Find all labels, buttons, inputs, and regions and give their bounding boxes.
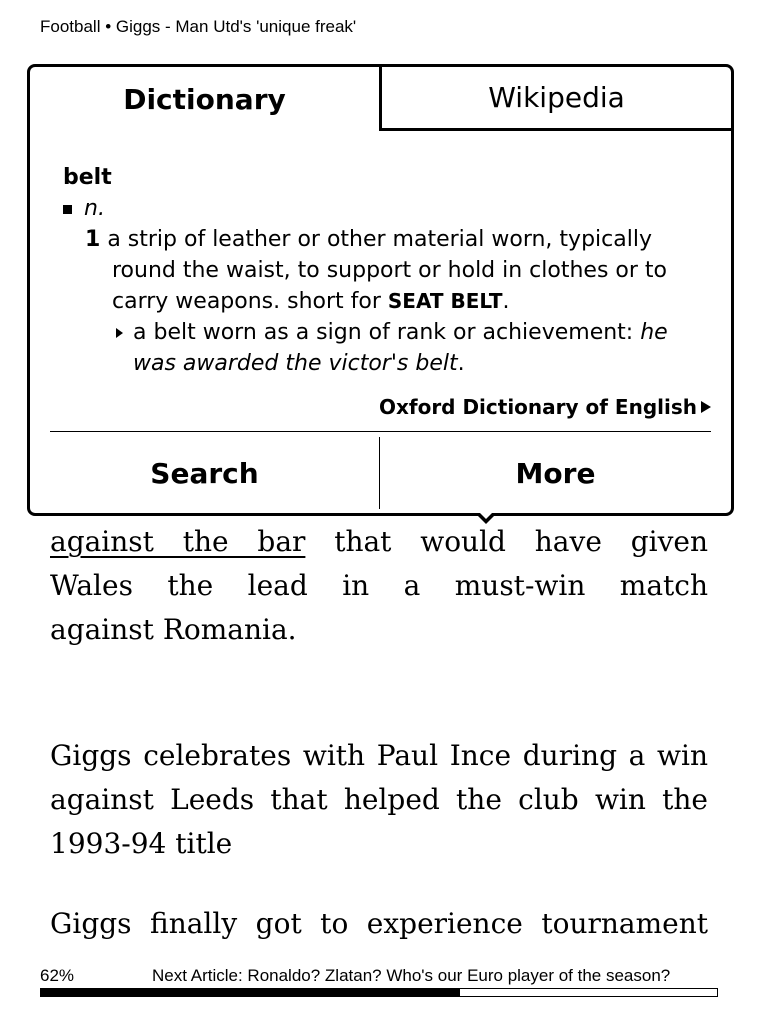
pos-label: n. bbox=[84, 196, 105, 221]
source-label: Oxford Dictionary of English bbox=[378, 395, 697, 419]
divider bbox=[50, 431, 711, 432]
text-span: . bbox=[457, 351, 465, 376]
reading-percent: 62% bbox=[40, 966, 75, 985]
paragraph-1-end bbox=[50, 608, 708, 652]
sense-1 bbox=[63, 224, 703, 317]
text-span: against Romania. bbox=[50, 613, 297, 646]
bullet-icon bbox=[63, 205, 72, 214]
paragraph-3: Giggs finally got to experience tournament bbox=[50, 907, 708, 940]
part-of-speech bbox=[63, 193, 703, 224]
popup-pointer-fill bbox=[474, 507, 498, 519]
subsense bbox=[63, 317, 703, 379]
text-span: that would have given bbox=[305, 525, 708, 558]
text-span: . bbox=[502, 289, 510, 314]
paragraph-2: Giggs celebrates with Paul Ince during a win against Leeds that helped the club win the 1993-94 title bbox=[50, 739, 708, 860]
dictionary-popup bbox=[27, 64, 734, 516]
dictionary-entry bbox=[63, 162, 703, 379]
sense-number: 1 bbox=[85, 227, 101, 252]
play-arrow-icon bbox=[701, 401, 711, 413]
cross-reference: SEAT BELT bbox=[387, 289, 503, 313]
search-button[interactable]: Search bbox=[150, 456, 259, 490]
more-button[interactable]: More bbox=[515, 456, 596, 490]
subsense-text: a belt worn as a sign of rank or achievement: bbox=[133, 320, 641, 345]
tab-dictionary[interactable]: Dictionary bbox=[123, 82, 286, 116]
article-title-bar: Football • Giggs - Man Utd's 'unique freak' bbox=[40, 17, 357, 36]
reading-progress-bar bbox=[40, 988, 718, 997]
progress-fill bbox=[41, 989, 460, 996]
example-text: he was awarded the victor's belt bbox=[133, 320, 668, 376]
triangle-bullet-icon bbox=[116, 328, 123, 338]
text-span: Wales the lead in a must-win match bbox=[50, 569, 708, 602]
sense-text: a strip of leather or other material worn, typically round the waist, to support or hold in clothes or to carry weapons. short for bbox=[107, 227, 667, 314]
headword: belt bbox=[63, 165, 112, 190]
dictionary-source-link[interactable] bbox=[379, 395, 711, 419]
tab-wikipedia[interactable]: Wikipedia bbox=[379, 67, 731, 131]
next-article-link[interactable]: Next Article: Ronaldo? Zlatan? Who's our Euro player of the season? bbox=[152, 966, 671, 985]
highlight-link[interactable]: against the bar bbox=[50, 525, 306, 558]
